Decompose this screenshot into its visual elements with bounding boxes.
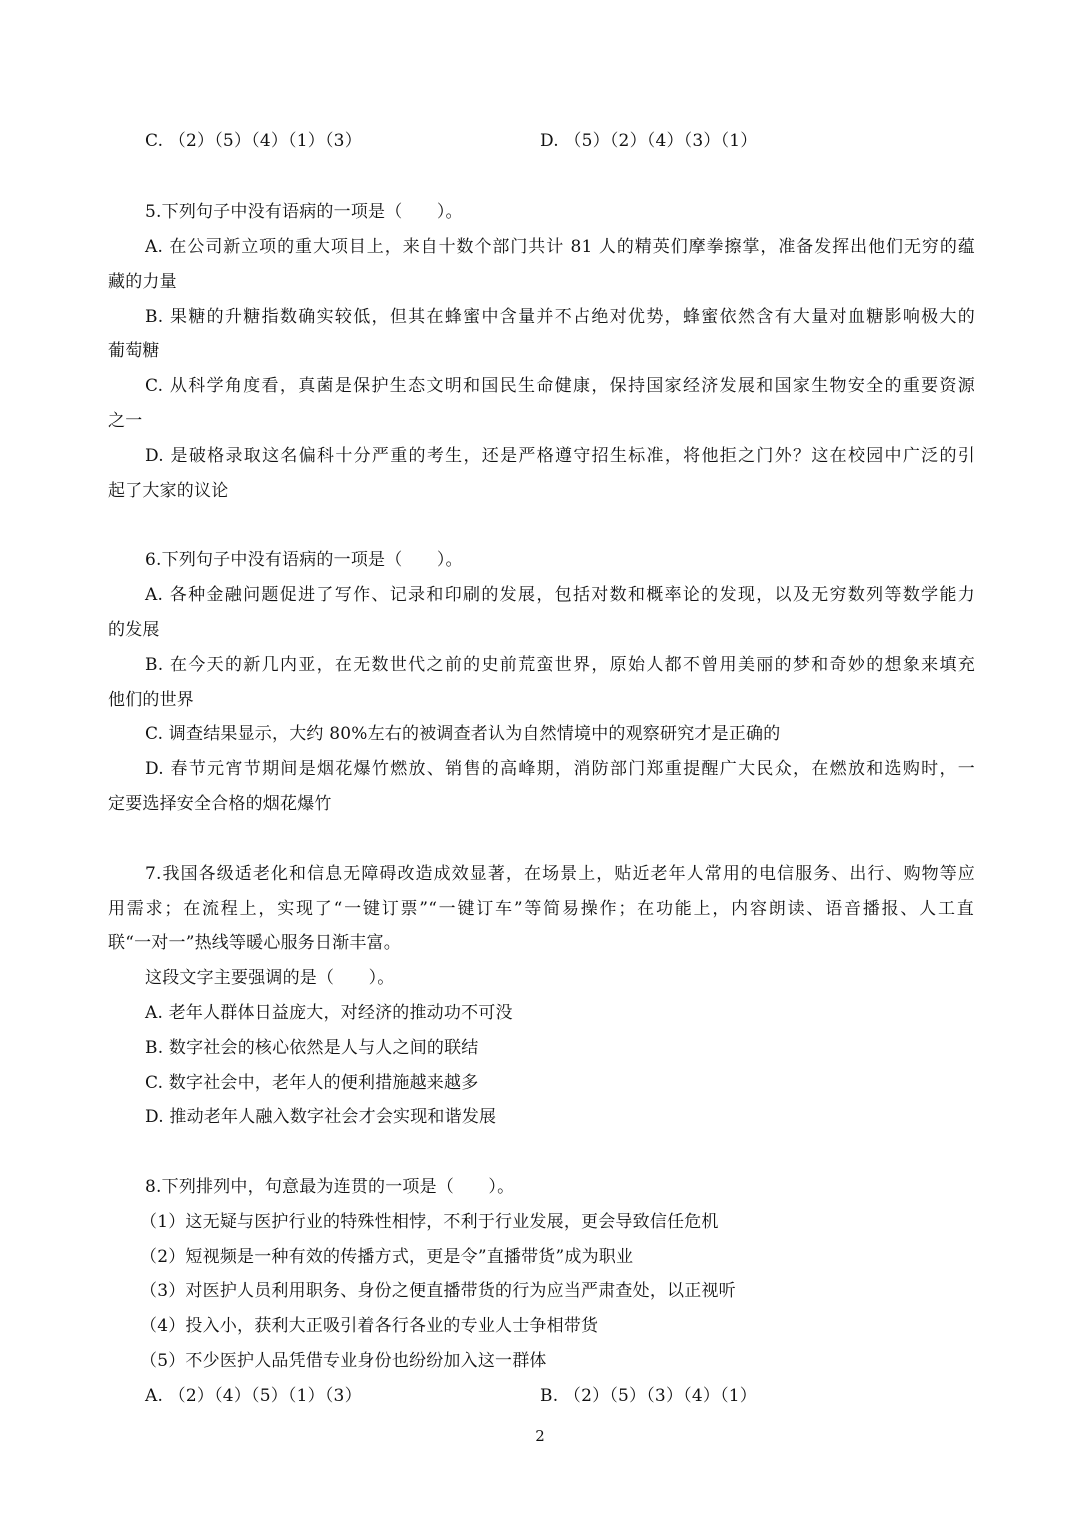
q4-options-row: [145, 124, 975, 158]
q7-option-a[interactable]: A. 老年人群体日益庞大，对经济的推动功不可没: [145, 1003, 513, 1023]
q8-sentence-1: （1）这无疑与医护行业的特殊性相悖，不利于行业发展，更会导致信任危机: [140, 1212, 719, 1232]
q6-stem: 6.下列句子中没有语病的一项是（ ）。: [145, 550, 463, 570]
q4-option-c[interactable]: C. （2）（5）（4）（1）（3）: [145, 131, 362, 151]
q7-option-b[interactable]: B. 数字社会的核心依然是人与人之间的联结: [145, 1038, 479, 1058]
q8-sentence-3: （3）对医护人员利用职务、身份之便直播带货的行为应当严肃查处，以正视听: [140, 1281, 736, 1301]
page-number: 2: [535, 1427, 545, 1445]
q6-option-a-line1[interactable]: A. 各种金融问题促进了写作、记录和印刷的发展，包括对数和概率论的发现，以及无穷数列等数学能力: [145, 585, 975, 605]
q8-sentence-5: （5）不少医护人品凭借专业身份也纷纷加入这一群体: [140, 1351, 547, 1371]
q5-stem: 5.下列句子中没有语病的一项是（ ）。: [145, 202, 463, 222]
q4-option-d[interactable]: D. （5）（2）（4）（3）（1）: [540, 131, 758, 151]
q6-option-a-line2[interactable]: 的发展: [108, 620, 160, 640]
q6-option-b-line1[interactable]: B. 在今天的新几内亚，在无数世代之前的史前荒蛮世界，原始人都不曾用美丽的梦和奇妙的想象来填充: [145, 655, 975, 675]
q6-option-b-line2[interactable]: 他们的世界: [108, 690, 194, 710]
q5-option-d-line2[interactable]: 起了大家的议论: [108, 481, 229, 501]
q8-option-b[interactable]: B. （2）（5）（3）（4）（1）: [540, 1386, 757, 1406]
q7-option-d[interactable]: D. 推动老年人融入数字社会才会实现和谐发展: [145, 1107, 497, 1127]
q5-option-b-line2[interactable]: 葡萄糖: [108, 341, 160, 361]
q8-sentence-2: （2）短视频是一种有效的传播方式，更是令”直播带货”成为职业: [140, 1247, 634, 1267]
q7-passage-line3: 联“一对一”热线等暖心服务日渐丰富。: [108, 933, 401, 953]
q7-passage-line2: 用需求；在流程上，实现了“一键订票”“一键订车”等简易操作；在功能上，内容朗读、语音播报、人工直: [108, 899, 974, 919]
q5-option-a-line1[interactable]: A. 在公司新立项的重大项目上，来自十数个部门共计 81 人的精英们摩拳擦掌，准备发挥出他们无穷的蕴: [145, 237, 975, 257]
q7-passage-line1: 7.我国各级适老化和信息无障碍改造成效显著，在场景上，贴近老年人常用的电信服务、出行、购物等应: [145, 864, 975, 884]
q5-option-b-line1[interactable]: B. 果糖的升糖指数确实较低，但其在蜂蜜中含量并不占绝对优势，蜂蜜依然含有大量对血糖影响极大的: [145, 307, 975, 327]
q6-option-d-line2[interactable]: 定要选择安全合格的烟花爆竹: [108, 794, 332, 814]
q7-option-c[interactable]: C. 数字社会中，老年人的便利措施越来越多: [145, 1073, 479, 1093]
q8-option-a[interactable]: A. （2）（4）（5）（1）（3）: [145, 1386, 362, 1406]
q5-option-d-line1[interactable]: D. 是破格录取这名偏科十分严重的考生，还是严格遵守招生标准，将他拒之门外？这在校园中广泛的引: [145, 446, 975, 466]
q8-sentence-4: （4）投入小，获利大正吸引着各行各业的专业人士争相带货: [140, 1316, 599, 1336]
q8-stem: 8.下列排列中，句意最为连贯的一项是（ ）。: [145, 1177, 515, 1197]
q5-option-c-line1[interactable]: C. 从科学角度看，真菌是保护生态文明和国民生命健康，保持国家经济发展和国家生物安全的重要资源: [145, 376, 975, 396]
q6-option-c[interactable]: C. 调查结果显示，大约 80%左右的被调查者认为自然情境中的观察研究才是正确的: [145, 724, 781, 744]
q5-option-c-line2[interactable]: 之一: [108, 411, 143, 431]
q6-option-d-line1[interactable]: D. 春节元宵节期间是烟花爆竹燃放、销售的高峰期，消防部门郑重提醒广大民众，在燃放和选购时，一: [145, 759, 975, 779]
q5-option-a-line2[interactable]: 藏的力量: [108, 272, 177, 292]
q7-question: 这段文字主要强调的是（ ）。: [145, 968, 395, 988]
q8-options-row: [145, 1379, 975, 1413]
